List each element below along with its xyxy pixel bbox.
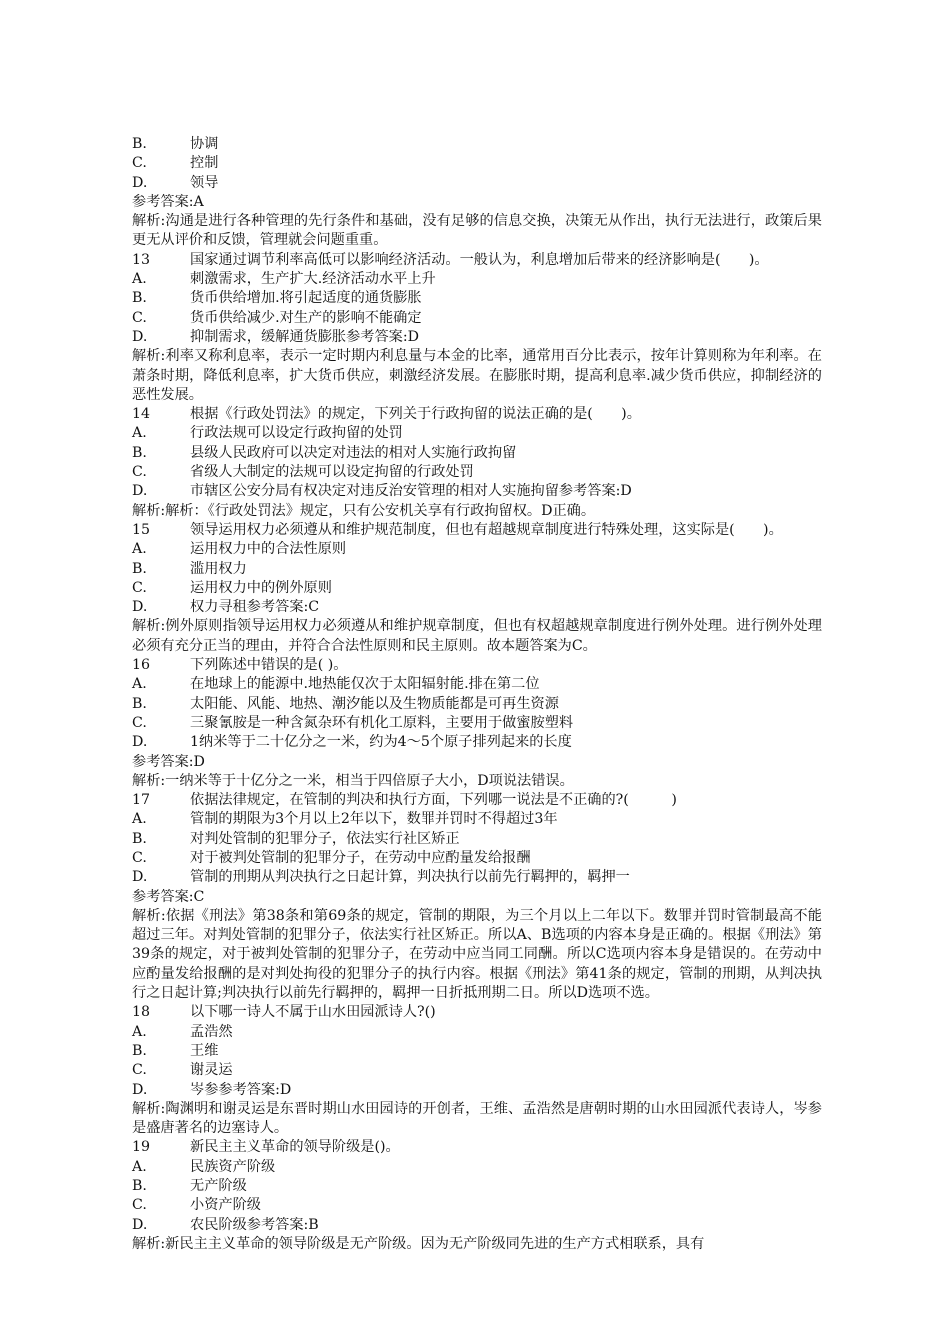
option-text: 抑制需求，缓解通货膨胀参考答案:D	[190, 328, 419, 345]
option-line	[132, 328, 822, 347]
option-line	[132, 714, 822, 733]
question-line	[132, 405, 822, 424]
option-text: 对判处管制的犯罪分子，依法实行社区矫正	[190, 830, 460, 847]
option-text: 在地球上的能源中.地热能仅次于太阳辐射能.排在第二位	[190, 676, 540, 693]
option-line	[132, 289, 822, 308]
option-text: 农民阶级参考答案:B	[190, 1216, 319, 1233]
option-key: A.	[132, 811, 147, 828]
option-key: B.	[132, 1042, 147, 1059]
option-text: 省级人大制定的法规可以设定拘留的行政处罚	[190, 464, 474, 481]
question-text: 根据《行政处罚法》的规定，下列关于行政拘留的说法正确的是( )。	[190, 406, 641, 423]
option-key: A.	[132, 676, 147, 693]
option-line	[132, 1023, 822, 1042]
question-line	[132, 521, 822, 540]
option-line	[132, 1081, 822, 1100]
text-line: 参考答案:A	[132, 193, 204, 210]
explanation-paragraph: 解析:陶渊明和谢灵运是东晋时期山水田园诗的开创者，王维、孟浩然是唐朝时期的山水田园派代表诗人，岑参是盛唐著名的边塞诗人。	[132, 1100, 822, 1137]
option-text: 市辖区公安分局有权决定对违反治安管理的相对人实施拘留参考答案:D	[190, 483, 632, 500]
question-text: 下列陈述中错误的是( )。	[190, 657, 348, 674]
explanation-paragraph: 解析:沟通是进行各种管理的先行条件和基础，没有足够的信息交换，决策无从作出，执行无法进行，政策后果更无从评价和反馈，管理就会问题重重。	[132, 213, 822, 249]
option-key: C.	[132, 309, 147, 326]
question-number: 15	[132, 521, 151, 538]
option-text: 管制的期限为3个月以上2年以下，数罪并罚时不得超过3年	[190, 811, 558, 828]
option-key: D.	[132, 1216, 148, 1233]
option-text: 太阳能、风能、地热、潮汐能以及生物质能都是可再生资源	[190, 695, 559, 712]
question-number: 18	[132, 1004, 151, 1021]
option-text: 小资产阶级	[190, 1197, 261, 1214]
option-line	[132, 849, 822, 868]
option-line	[132, 810, 822, 829]
option-line	[132, 482, 822, 501]
option-key: C.	[132, 579, 147, 596]
option-key: B.	[132, 136, 147, 152]
option-key: B.	[132, 290, 147, 307]
question-number: 13	[132, 251, 151, 268]
option-line	[132, 675, 822, 694]
question-line	[132, 1003, 822, 1022]
option-text: 运用权力中的例外原则	[190, 579, 332, 596]
option-text: 三聚氰胺是一种含氮杂环有机化工原料，主要用于做蜜胺塑料	[190, 714, 574, 731]
option-key: D.	[132, 869, 148, 886]
option-text: 1纳米等于二十亿分之一米，约为4～5个原子排列起来的长度	[190, 734, 572, 751]
question-number: 16	[132, 657, 151, 674]
option-line	[132, 1196, 822, 1215]
option-line	[132, 560, 822, 579]
option-key: A.	[132, 425, 147, 442]
option-text: 行政法规可以设定行政拘留的处罚	[190, 425, 403, 442]
option-key: C.	[132, 155, 147, 172]
question-number: 14	[132, 406, 151, 423]
option-text: 王维	[190, 1042, 219, 1059]
option-key: C.	[132, 1062, 147, 1079]
option-key: B.	[132, 695, 147, 712]
option-text: 协调	[190, 136, 219, 152]
option-text: 谢灵运	[190, 1062, 233, 1079]
option-line	[132, 270, 822, 289]
question-text: 领导运用权力必须遵从和维护规范制度，但也有超越规章制度进行特殊处理，这实际是( )。	[190, 521, 783, 538]
option-key: C.	[132, 849, 147, 866]
option-text: 民族资产阶级	[190, 1158, 276, 1175]
question-text: 依据法律规定，在管制的判决和执行方面，下列哪一说法是不正确的?( )	[190, 792, 677, 809]
option-line	[132, 598, 822, 617]
option-line	[132, 1177, 822, 1196]
text-line: 解析:解析：《行政处罚法》规定，只有公安机关享有行政拘留权。D正确。	[132, 502, 596, 519]
text-line: 解析:一纳米等于十亿分之一米，相当于四倍原子大小，D项说法错误。	[132, 772, 574, 789]
option-text: 对于被判处管制的犯罪分子，在劳动中应酌量发给报酬	[190, 849, 531, 866]
question-text: 以下哪一诗人不属于山水田园派诗人?()	[190, 1004, 436, 1021]
question-line	[132, 791, 822, 810]
question-number: 17	[132, 792, 151, 809]
explanation-paragraph: 解析:例外原则指领导运用权力必须遵从和维护规章制度，但也有权超越规章制度进行例外处理。进行例外处理必须有充分正当的理由，并符合合法性原则和民主原则。故本题答案为C。	[132, 618, 822, 654]
option-line	[132, 309, 822, 328]
question-text: 新民主主义革命的领导阶级是()。	[190, 1139, 400, 1156]
option-text: 刺激需求，生产扩大.经济活动水平上升	[190, 271, 436, 288]
option-text: 孟浩然	[190, 1023, 233, 1040]
option-key: D.	[132, 599, 148, 616]
question-line	[132, 656, 822, 675]
option-key: D.	[132, 734, 148, 751]
option-key: C.	[132, 464, 147, 481]
question-line	[132, 251, 822, 270]
option-text: 控制	[190, 155, 219, 172]
explanation-paragraph: 解析:利率又称利息率，表示一定时期内利息量与本金的比率，通常用百分比表示，按年计算则称为年利率。在萧条时期，降低利息率，扩大货币供应，刺激经济发展。在膨胀时期，提高利息率.减少货币供应，抑制经济的恶性发展。	[132, 348, 822, 403]
option-line	[132, 174, 822, 193]
question-text: 国家通过调节利率高低可以影响经济活动。一般认为，利息增加后带来的经济影响是( )。	[190, 251, 769, 268]
option-line	[132, 1042, 822, 1061]
option-key: C.	[132, 1197, 147, 1214]
option-key: B.	[132, 560, 147, 577]
text-line: 解析:新民主主义革命的领导阶级是无产阶级。因为无产阶级同先进的生产方式相联系，具有	[132, 1235, 705, 1252]
explanation-paragraph: 解析:依据《刑法》第38条和第69条的规定，管制的期限，为三个月以上二年以下。数罪并罚时管制最高不能超过三年。对判处管制的犯罪分子，依法实行社区矫正。所以A、B选项的内容本身是正确的。根据《刑法》第39条的规定，对于被判处管制的犯罪分子，在劳动中应当同工同酬。所以C选项内容本身是错误的。在劳动中应酌量发给报酬的是对判处拘役的犯罪分子的执行内容。根据《刑法》第41条的规定，管制的刑期，从判决执行之日起计算;判决执行以前先行羁押的，羁押一日折抵刑期二日。所以D选项不选。	[132, 907, 822, 1002]
option-text: 滥用权力	[190, 560, 247, 577]
option-line	[132, 579, 822, 598]
option-key: D.	[132, 1081, 148, 1098]
option-text: 货币供给减少.对生产的影响不能确定	[190, 309, 422, 326]
option-line	[132, 733, 822, 752]
option-line	[132, 154, 822, 173]
option-key: B.	[132, 1178, 147, 1195]
text-line: 参考答案:C	[132, 888, 205, 905]
option-key: C.	[132, 714, 147, 731]
option-key: A.	[132, 271, 147, 288]
option-text: 县级人民政府可以决定对违法的相对人实施行政拘留	[190, 444, 517, 461]
option-key: A.	[132, 541, 147, 558]
option-line	[132, 444, 822, 463]
option-line	[132, 135, 822, 154]
option-line	[132, 1061, 822, 1080]
text-line: 参考答案:D	[132, 753, 205, 770]
option-text: 管制的刑期从判决执行之日起计算，判决执行以前先行羁押的，羁押一	[190, 869, 630, 886]
option-line	[132, 540, 822, 559]
option-line	[132, 424, 822, 443]
option-text: 岑参参考答案:D	[190, 1081, 292, 1098]
option-key: D.	[132, 174, 148, 191]
option-line	[132, 868, 822, 887]
option-key: B.	[132, 444, 147, 461]
option-line	[132, 830, 822, 849]
option-text: 权力寻租参考答案:C	[190, 599, 320, 616]
option-key: A.	[132, 1023, 147, 1040]
option-line	[132, 1216, 822, 1235]
option-text: 运用权力中的合法性原则	[190, 541, 347, 558]
option-key: D.	[132, 483, 148, 500]
option-line	[132, 695, 822, 714]
option-line	[132, 1158, 822, 1177]
option-key: D.	[132, 328, 148, 345]
option-text: 无产阶级	[190, 1178, 247, 1195]
option-text: 领导	[190, 174, 219, 191]
option-text: 货币供给增加.将引起适度的通货膨胀	[190, 290, 422, 307]
option-key: B.	[132, 830, 147, 847]
question-number: 19	[132, 1139, 151, 1156]
document-page	[132, 135, 822, 1254]
option-key: A.	[132, 1158, 147, 1175]
option-line	[132, 463, 822, 482]
question-line	[132, 1138, 822, 1157]
